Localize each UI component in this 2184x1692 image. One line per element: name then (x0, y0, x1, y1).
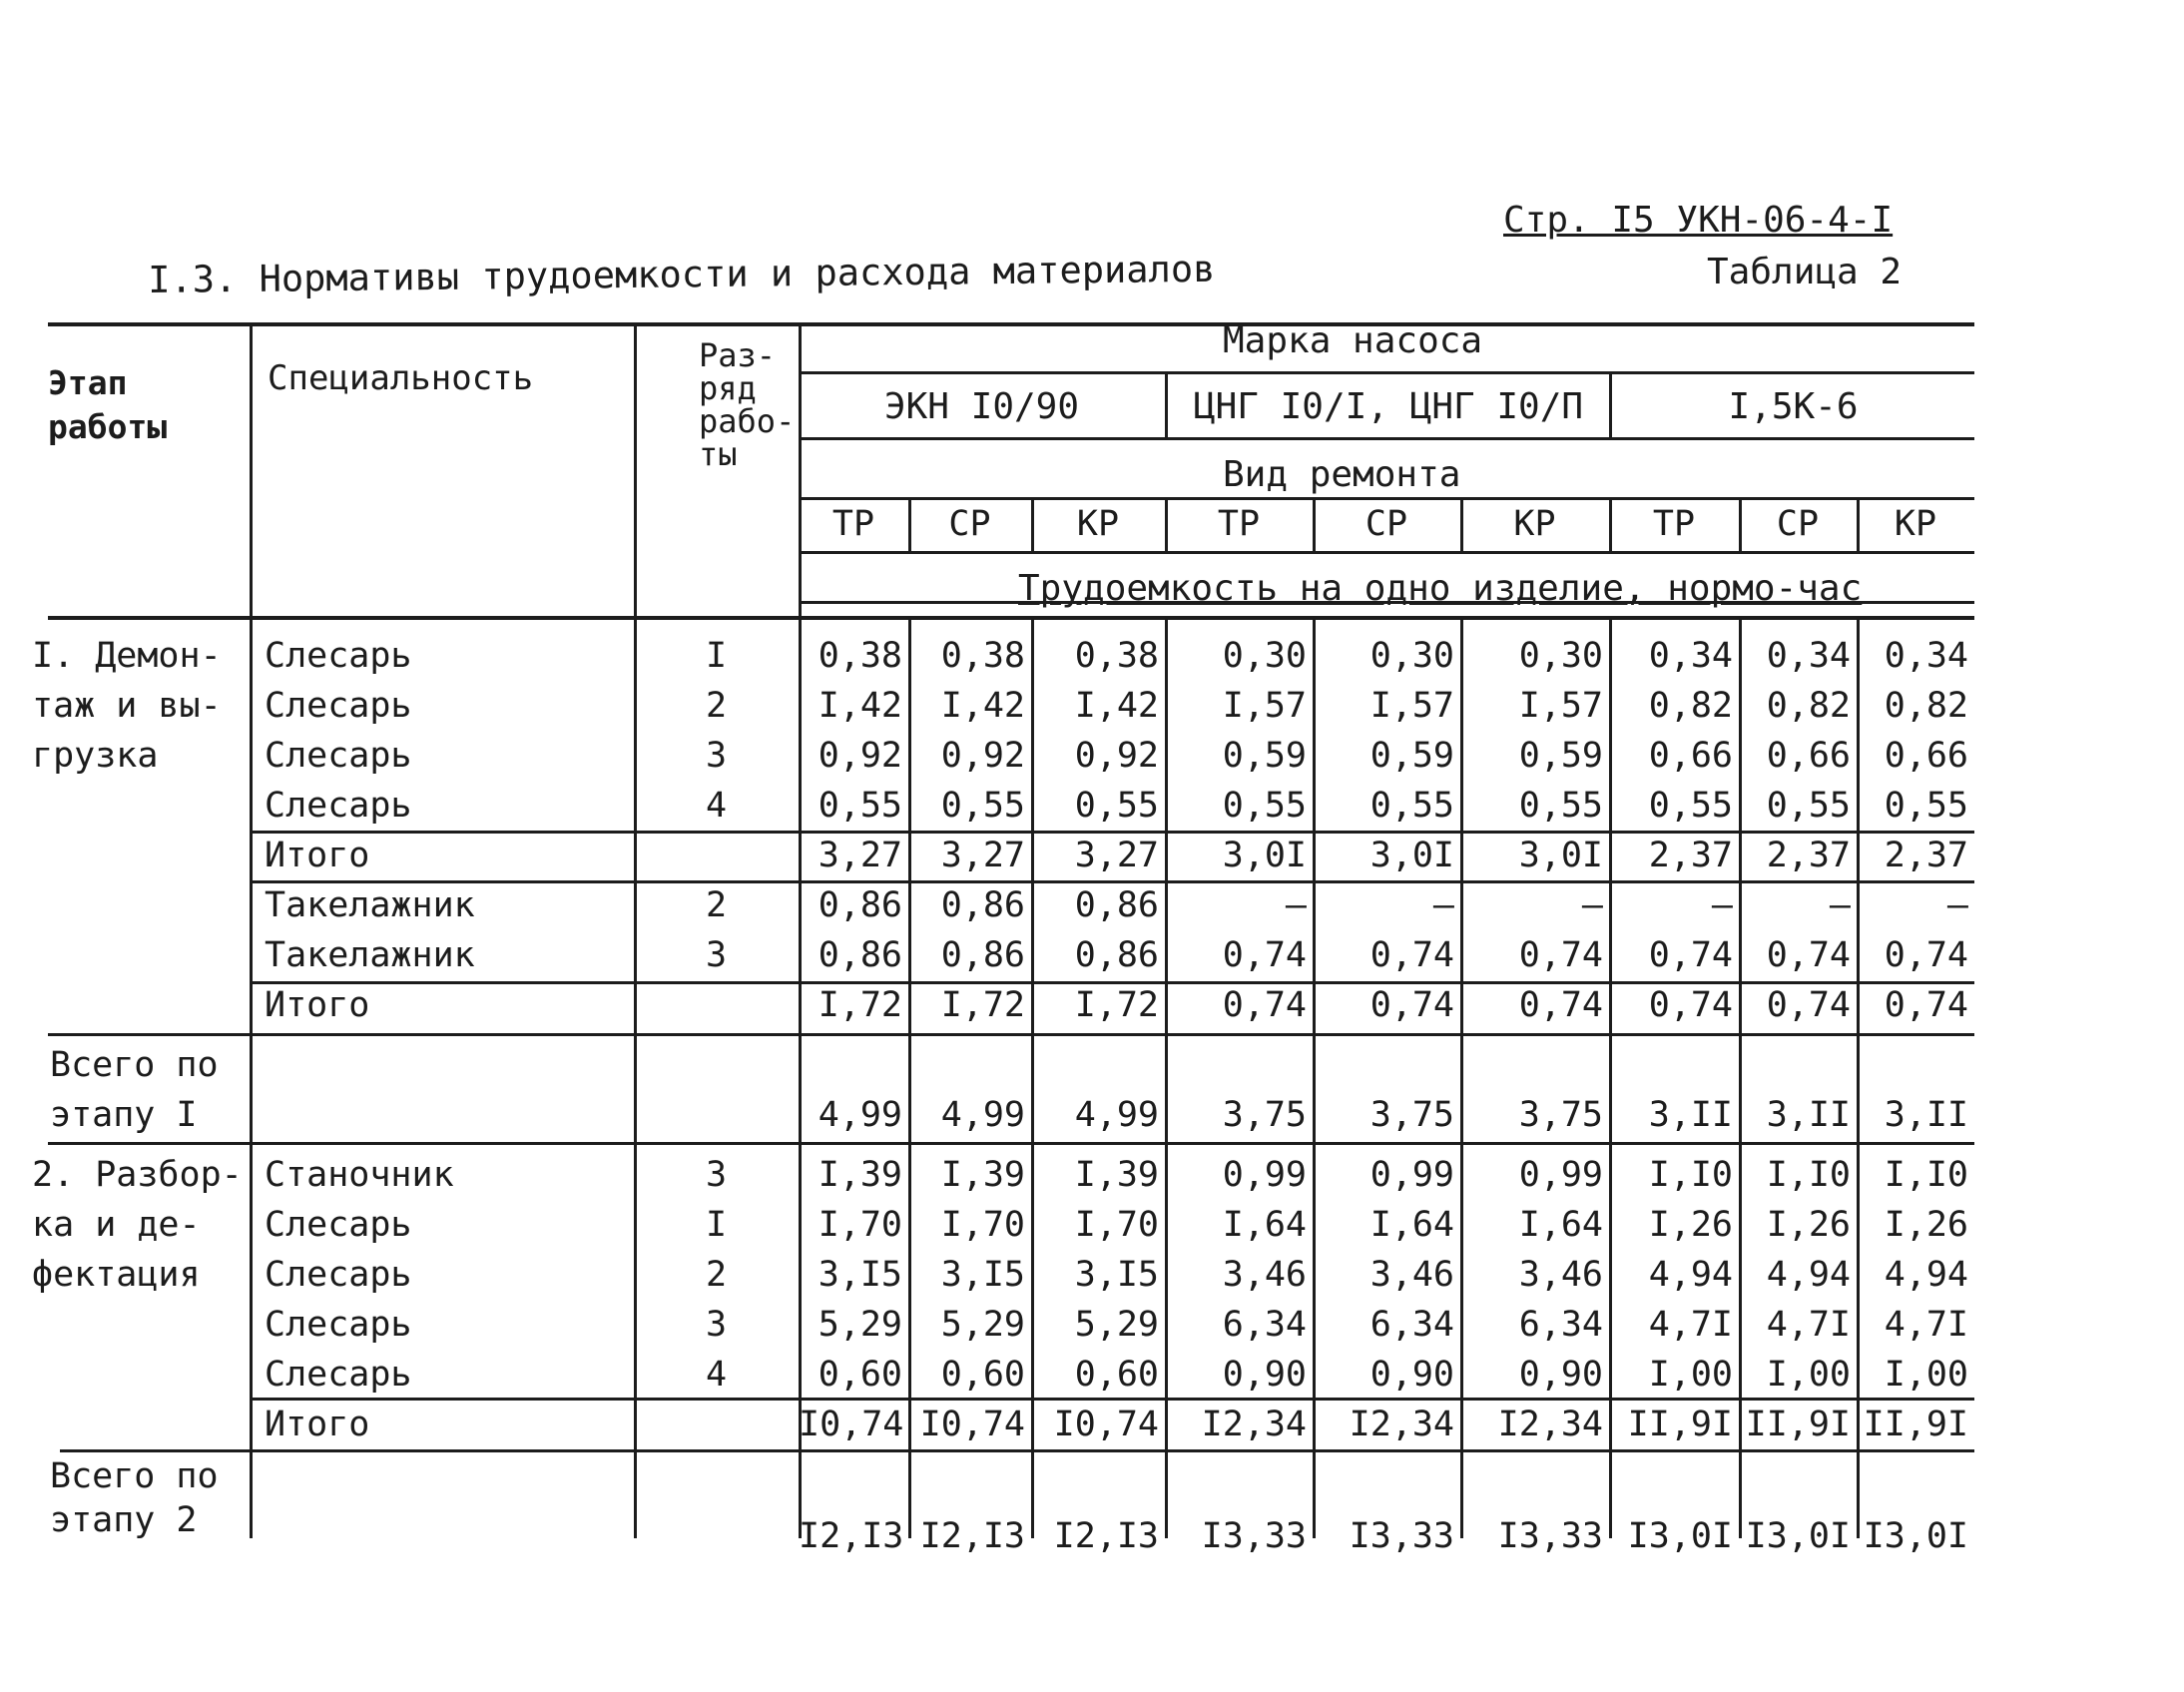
grade-cell: I (705, 1205, 728, 1245)
value-cell: I,39 (1074, 1155, 1159, 1195)
value-cell: 0,74 (1766, 985, 1851, 1025)
value-cell: 5,29 (818, 1305, 902, 1345)
stage-total-value: I3,0I (1745, 1516, 1851, 1556)
repair-type-label: КР (1076, 504, 1120, 544)
value-cell: 3,46 (1369, 1255, 1454, 1295)
stage-total-value: 3,75 (1518, 1095, 1603, 1135)
value-cell: I,26 (1766, 1205, 1851, 1245)
value-cell: I2,34 (1201, 1405, 1307, 1444)
value-cell: I,00 (1648, 1355, 1733, 1395)
value-cell: 0,59 (1369, 736, 1454, 776)
value-cell: I,64 (1222, 1205, 1307, 1245)
value-cell: 4,94 (1766, 1255, 1851, 1295)
stage-total-label: Всего по (50, 1045, 219, 1085)
value-cell: 0,55 (1518, 786, 1603, 826)
value-cell: I0,74 (799, 1405, 904, 1444)
value-cell: I,72 (940, 985, 1025, 1025)
grade-cell: 3 (705, 1155, 728, 1195)
page-reference: Стр. I5 УКН-06-4-I (1503, 200, 1894, 241)
value-cell: – (1581, 885, 1603, 925)
stage-total-value: I3,33 (1201, 1516, 1307, 1556)
specialty-cell: Станочник (265, 1155, 454, 1195)
repair-type-label: СР (948, 504, 991, 544)
value-cell: 0,55 (1222, 786, 1307, 826)
stage-total-label: этапу I (50, 1095, 198, 1135)
value-cell: 0,86 (818, 935, 902, 975)
value-cell: 0,74 (1884, 935, 1968, 975)
value-cell: 3,0I (1369, 836, 1454, 875)
specialty-cell: Слесарь (265, 1355, 412, 1395)
value-cell: 0,66 (1884, 736, 1968, 776)
value-cell: I,I0 (1766, 1155, 1851, 1195)
value-cell: 3,46 (1518, 1255, 1603, 1295)
col-grade-header: Раз- ряд рабо- ты (699, 336, 796, 473)
col-specialty-header: Специальность (268, 358, 534, 398)
stage-label: ка и де- (32, 1205, 201, 1245)
stage-total-value: 4,99 (940, 1095, 1025, 1135)
value-cell: 4,7I (1766, 1305, 1851, 1345)
value-cell: 0,34 (1884, 636, 1968, 676)
value-cell: 0,74 (1648, 985, 1733, 1025)
section-title: I.3. Нормативы трудоемкости и расхода материалов (147, 247, 1216, 301)
value-cell: 4,94 (1884, 1255, 1968, 1295)
value-cell: – (1946, 885, 1968, 925)
value-cell: 0,34 (1766, 636, 1851, 676)
value-cell: 0,74 (1518, 985, 1603, 1025)
value-cell: I,64 (1369, 1205, 1454, 1245)
value-cell: II,9I (1863, 1405, 1968, 1444)
value-cell: 2,37 (1648, 836, 1733, 875)
value-cell: 0,86 (1074, 935, 1159, 975)
value-cell: I,00 (1766, 1355, 1851, 1395)
value-cell: I,42 (940, 686, 1025, 726)
value-cell: 0,55 (1766, 786, 1851, 826)
value-cell: 0,38 (940, 636, 1025, 676)
value-cell: I2,34 (1497, 1405, 1603, 1444)
col-stage-header: Этап работы (48, 363, 168, 446)
grade-cell: 4 (705, 1355, 728, 1395)
stage-total-value: I2,I3 (1053, 1516, 1159, 1556)
value-cell: 6,34 (1222, 1305, 1307, 1345)
specialty-cell: Слесарь (265, 686, 412, 726)
value-cell: 0,82 (1648, 686, 1733, 726)
value-cell: 0,74 (1222, 985, 1307, 1025)
stage-total-value: I3,0I (1863, 1516, 1968, 1556)
grade-cell: I (705, 636, 728, 676)
value-cell: 0,30 (1369, 636, 1454, 676)
value-cell: I,42 (818, 686, 902, 726)
labor-header: Трудоемкость на одно изделие, нормо-час (1018, 568, 1863, 609)
value-cell: 0,59 (1222, 736, 1307, 776)
value-cell: 0,59 (1518, 736, 1603, 776)
value-cell: 0,74 (1222, 935, 1307, 975)
repair-type-label: СР (1365, 504, 1408, 544)
value-cell: I,I0 (1884, 1155, 1968, 1195)
grade-cell: 3 (705, 935, 728, 975)
value-cell: 0,74 (1884, 985, 1968, 1025)
pump-brand-header: Марка насоса (1223, 320, 1483, 361)
value-cell: 0,60 (818, 1355, 902, 1395)
stage-total-value: I2,I3 (919, 1516, 1025, 1556)
stage-total-value: I3,33 (1349, 1516, 1454, 1556)
value-cell: 2,37 (1766, 836, 1851, 875)
value-cell: 3,27 (818, 836, 902, 875)
value-cell: 3,I5 (1074, 1255, 1159, 1295)
pump-model-cng: ЦНГ I0/I, ЦНГ I0/П (1193, 386, 1584, 427)
specialty-cell: Слесарь (265, 636, 412, 676)
value-cell: 0,55 (818, 786, 902, 826)
value-cell: II,9I (1745, 1405, 1851, 1444)
stage-total-value: I3,0I (1627, 1516, 1733, 1556)
value-cell: 0,38 (818, 636, 902, 676)
value-cell: 5,29 (1074, 1305, 1159, 1345)
value-cell: 0,99 (1518, 1155, 1603, 1195)
value-cell: 3,0I (1518, 836, 1603, 875)
value-cell: I,I0 (1648, 1155, 1733, 1195)
value-cell: 0,90 (1518, 1355, 1603, 1395)
grade-cell: 2 (705, 1255, 728, 1295)
repair-type-label: ТР (1217, 504, 1261, 544)
stage-total-label: Всего по (50, 1456, 219, 1496)
value-cell: 0,55 (1884, 786, 1968, 826)
specialty-cell: Такелажник (265, 885, 475, 925)
value-cell: 0,99 (1369, 1155, 1454, 1195)
value-cell: 0,60 (1074, 1355, 1159, 1395)
subtotal-label: Итого (265, 1405, 370, 1444)
value-cell: 0,90 (1369, 1355, 1454, 1395)
value-cell: 0,82 (1766, 686, 1851, 726)
repair-type-label: КР (1513, 504, 1556, 544)
value-cell: – (1432, 885, 1454, 925)
repair-type-label: ТР (1652, 504, 1696, 544)
stage-total-value: 3,II (1648, 1095, 1733, 1135)
value-cell: I,70 (940, 1205, 1025, 1245)
value-cell: I,72 (818, 985, 902, 1025)
specialty-cell: Слесарь (265, 786, 412, 826)
value-cell: 0,55 (1074, 786, 1159, 826)
stage-total-value: 3,II (1884, 1095, 1968, 1135)
value-cell: 0,55 (940, 786, 1025, 826)
value-cell: 0,74 (1648, 935, 1733, 975)
value-cell: 0,74 (1518, 935, 1603, 975)
pump-model-ekn: ЭКН I0/90 (883, 386, 1080, 427)
value-cell: I,26 (1648, 1205, 1733, 1245)
repair-type-label: КР (1894, 504, 1937, 544)
stage-total-value: I3,33 (1497, 1516, 1603, 1556)
grade-cell: 4 (705, 786, 728, 826)
value-cell: 3,27 (1074, 836, 1159, 875)
value-cell: I,70 (818, 1205, 902, 1245)
value-cell: 3,0I (1222, 836, 1307, 875)
value-cell: 4,7I (1648, 1305, 1733, 1345)
stage-label: 2. Разбор- (32, 1155, 243, 1195)
value-cell: 0,92 (1074, 736, 1159, 776)
value-cell: I2,34 (1349, 1405, 1454, 1444)
value-cell: 4,7I (1884, 1305, 1968, 1345)
value-cell: 0,90 (1222, 1355, 1307, 1395)
value-cell: 0,74 (1369, 935, 1454, 975)
repair-type-label: СР (1776, 504, 1820, 544)
specialty-cell: Слесарь (265, 1205, 412, 1245)
stage-total-value: 4,99 (818, 1095, 902, 1135)
value-cell: – (1711, 885, 1733, 925)
value-cell: 0,82 (1884, 686, 1968, 726)
value-cell: I,57 (1369, 686, 1454, 726)
grade-cell: 3 (705, 1305, 728, 1345)
subtotal-label: Итого (265, 985, 370, 1025)
value-cell: 0,74 (1766, 935, 1851, 975)
value-cell: I,57 (1518, 686, 1603, 726)
value-cell: 0,38 (1074, 636, 1159, 676)
value-cell: 2,37 (1884, 836, 1968, 875)
value-cell: I0,74 (1053, 1405, 1159, 1444)
value-cell: 3,27 (940, 836, 1025, 875)
value-cell: 6,34 (1369, 1305, 1454, 1345)
value-cell: – (1829, 885, 1851, 925)
specialty-cell: Такелажник (265, 935, 475, 975)
value-cell: 0,66 (1648, 736, 1733, 776)
value-cell: I0,74 (919, 1405, 1025, 1444)
value-cell: 0,92 (818, 736, 902, 776)
value-cell: 0,99 (1222, 1155, 1307, 1195)
value-cell: 0,34 (1648, 636, 1733, 676)
value-cell: – (1285, 885, 1307, 925)
stage-label: I. Демон- (32, 636, 222, 676)
stage-total-value: 3,75 (1222, 1095, 1307, 1135)
specialty-cell: Слесарь (265, 736, 412, 776)
value-cell: 0,86 (940, 885, 1025, 925)
stage-total-value: 3,75 (1369, 1095, 1454, 1135)
value-cell: 3,I5 (940, 1255, 1025, 1295)
value-cell: 0,66 (1766, 736, 1851, 776)
grade-cell: 2 (705, 686, 728, 726)
grade-cell: 2 (705, 885, 728, 925)
table-label: Таблица 2 (1707, 252, 1903, 292)
value-cell: I,00 (1884, 1355, 1968, 1395)
subtotal-label: Итого (265, 836, 370, 875)
stage-total-value: 4,99 (1074, 1095, 1159, 1135)
value-cell: I,70 (1074, 1205, 1159, 1245)
value-cell: II,9I (1627, 1405, 1733, 1444)
value-cell: 6,34 (1518, 1305, 1603, 1345)
value-cell: 0,30 (1518, 636, 1603, 676)
value-cell: 0,86 (940, 935, 1025, 975)
value-cell: I,42 (1074, 686, 1159, 726)
value-cell: 5,29 (940, 1305, 1025, 1345)
specialty-cell: Слесарь (265, 1305, 412, 1345)
value-cell: 3,I5 (818, 1255, 902, 1295)
value-cell: 0,92 (940, 736, 1025, 776)
value-cell: 0,74 (1369, 985, 1454, 1025)
value-cell: 0,55 (1369, 786, 1454, 826)
value-cell: 4,94 (1648, 1255, 1733, 1295)
value-cell: 0,55 (1648, 786, 1733, 826)
value-cell: 3,46 (1222, 1255, 1307, 1295)
repair-type-label: ТР (831, 504, 875, 544)
repair-type-header: Вид ремонта (1223, 454, 1461, 495)
stage-total-value: 3,II (1766, 1095, 1851, 1135)
pump-model-1-5k6: I,5К-6 (1728, 386, 1859, 427)
value-cell: 0,30 (1222, 636, 1307, 676)
stage-total-value: I2,I3 (799, 1516, 904, 1556)
stage-label: таж и вы- (32, 686, 222, 726)
value-cell: I,39 (940, 1155, 1025, 1195)
stage-label: грузка (32, 736, 159, 776)
value-cell: I,72 (1074, 985, 1159, 1025)
value-cell: 0,86 (818, 885, 902, 925)
value-cell: I,57 (1222, 686, 1307, 726)
value-cell: 0,60 (940, 1355, 1025, 1395)
value-cell: 0,86 (1074, 885, 1159, 925)
value-cell: I,64 (1518, 1205, 1603, 1245)
stage-label: фектация (32, 1255, 201, 1295)
value-cell: I,26 (1884, 1205, 1968, 1245)
grade-cell: 3 (705, 736, 728, 776)
specialty-cell: Слесарь (265, 1255, 412, 1295)
value-cell: I,39 (818, 1155, 902, 1195)
stage-total-label: этапу 2 (50, 1500, 198, 1540)
